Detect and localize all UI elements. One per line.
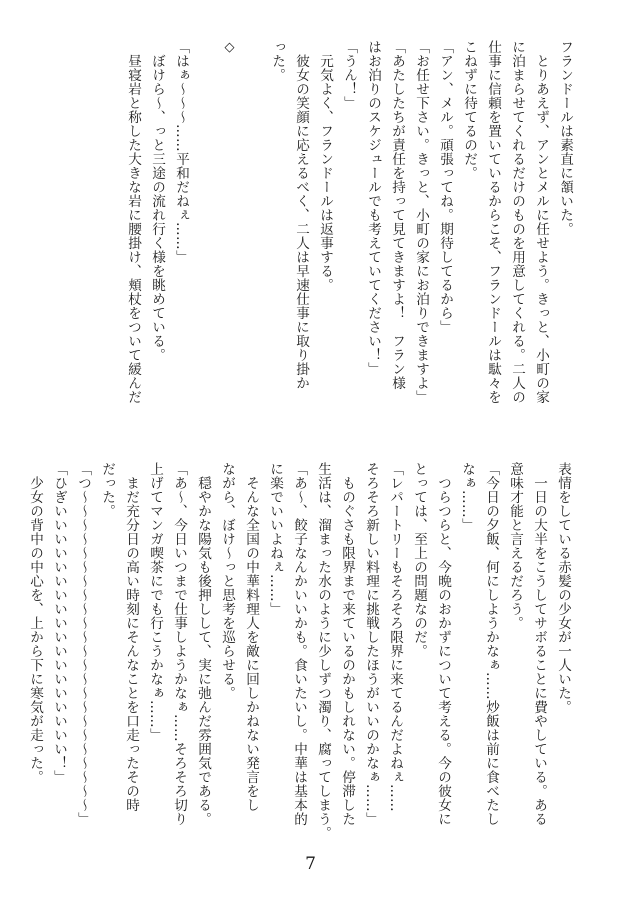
text-line: 「レパートリーもそろそろ限界に来てるんだよねぇ…… (387, 462, 403, 812)
text-line: 「アン、メル。頑張ってね。期待してるから」 (437, 40, 453, 334)
text-line: そろそろ新しい料理に挑戦したほうがいいのかなぁ……」 (363, 462, 379, 826)
text-line (241, 40, 265, 440)
text-line: 「あ〜、今日いつまで仕事しようかなぁ……そろそろ切り (171, 462, 187, 826)
text-line: ものぐさも限界まで来ているのかもしれない。停滞した (339, 462, 355, 826)
text-line: はお泊りのスケジュールでも考えていてください！」 (365, 40, 381, 376)
text-line: に泊まらせてくれるだけのものを用意してくれる。二人の (509, 40, 525, 404)
text-line: 生活は、溜まった水のように少しずつ濁り、腐ってしまう。 (315, 462, 331, 840)
text-line: ぼけら〜、っと三途の流れ行く様を眺めている。 (149, 40, 165, 362)
text-line: に楽でいいよねぇ……」 (267, 462, 283, 616)
page-number: 7 (305, 854, 316, 874)
text-line: 「つ〜〜〜〜〜〜〜〜〜〜〜〜〜〜〜〜〜〜〜〜〜〜〜」 (75, 462, 91, 826)
text-line: 少女の背中の中心を、上から下に寒気が走った。 (27, 462, 43, 784)
text-line (193, 40, 217, 440)
text-line: 彼女の笑顔に応えるべく、二人は早速仕事に取り掛か (293, 40, 309, 390)
text-line: った。 (269, 40, 285, 82)
text-line: 表情をしている赤髪の少女が一人いた。 (555, 462, 571, 714)
upper-text-block (121, 40, 577, 440)
text-line: なぁ……」 (459, 462, 475, 532)
text-line: 「ひぎいいいいいいいいいいいいいいいいいい！」 (51, 462, 67, 784)
text-line: 上げてマンガ喫茶にでも行こうかなぁ……」 (147, 462, 163, 742)
section-break-diamond: ◇ (222, 40, 237, 56)
text-line: こねずに待てるのだ。 (461, 40, 477, 180)
text-line: 「今日の夕飯、何にしようかなぁ……炒飯は前に食べたし (483, 462, 499, 826)
text-line: 一日の大半をこうしてサボることに費やしている。ある (531, 462, 547, 826)
text-line: 「はぁ〜〜〜……平和だねぇ……」 (173, 40, 189, 264)
lower-text-block (23, 462, 575, 842)
text-line: とりあえず、アンとメルに任せよう。きっと、小町の家 (533, 40, 549, 404)
text-line: 元気よく、フランドールは返事する。 (317, 40, 333, 292)
text-line: ながら、ぼけ〜っと思考を巡らせる。 (219, 462, 235, 700)
text-line: 昼寝岩と称した大きな岩に腰掛け、頬杖をついて緩んだ (125, 40, 141, 404)
text-line: 「あ〜、餃子なんかいいかも。食いたいし。中華は基本的 (291, 462, 307, 826)
text-line: まだ充分日の高い時刻にそんなことを口走ったその時 (123, 462, 139, 812)
text-line: そんな全国の中華料理人を敵に回しかねない発言をし (243, 462, 259, 812)
text-line: だった。 (99, 462, 115, 518)
text-line: つらつらと、今晩のおかずについて考える。今の彼女に (435, 462, 451, 826)
text-line: 「あたしたちが責任を持って見てきますよ！ フラン様 (389, 40, 405, 390)
text-line: 「うん！」 (341, 40, 357, 110)
text-line: 仕事に信頼を置いているからこそ、フランドールは駄々を (485, 40, 501, 404)
text-line: 意味才能と言えるだろう。 (507, 462, 523, 630)
text-line: 穏やかな陽気も後押しして、実に弛んだ雰囲気である。 (195, 462, 211, 826)
text-line: 「お任せ下さい。きっと、小町の家にお泊りできますよ」 (413, 40, 429, 404)
text-line: フランドールは素直に頷いた。 (557, 40, 573, 236)
text-line: とっては、至上の問題なのだ。 (411, 462, 427, 658)
